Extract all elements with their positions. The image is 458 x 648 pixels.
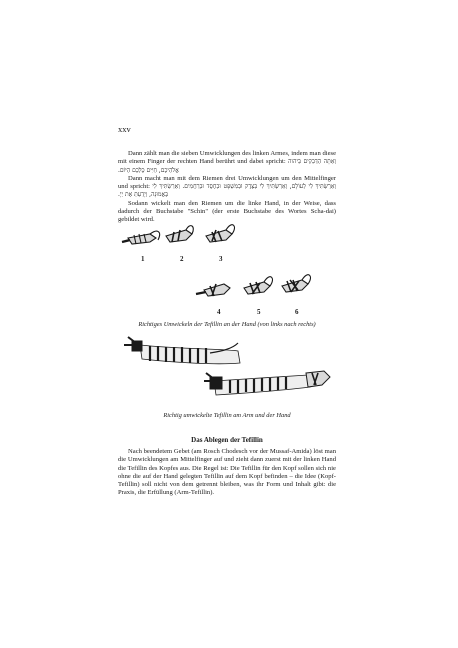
section-heading: Das Ablegen der Tefillin: [191, 436, 263, 444]
hand-3-icon: [206, 225, 234, 242]
hand-number-5: 5: [257, 308, 261, 316]
hand-4-icon: [196, 284, 230, 296]
hand-6-icon: [282, 275, 310, 292]
caption-hand-wrapping: Richtiges Umwickeln der Tefillin an der Hand (von links nach rechts): [138, 321, 316, 328]
paragraph-removal: Nach beendetem Gebet (am Rosch Chodesch vor der Mussaf-Amida) löst man die Umwicklungen am Mittelfinger auf und zieht dann zuerst mit der linken Hand die Tefillin des Kopfes aus. Die Regel ist: Die Tefillin für den Kopf sollen sich nie ohne die auf der Hand gelegten Tefillin auf dem Kopf befinden – die Idee (Kopf-Tefillin) soll nicht von dem getrennt bleiben, was ihr Form und Inhalt gibt: die Praxis, die Erfüllung (Arm-Tefillin).: [118, 448, 336, 497]
paragraph-middle-finger: Dann macht man mit dem Riemen drei Umwicklungen um den Mittelfinger und spricht: וְאֵרַשְׂתִּיךְ לִי לְעוֹלָם, וְאֵרַשְׂתִּיךְ לִי בְּצֶדֶק וּבְמִשְׁפָּט וּבְחֶסֶד וּבְרַחֲמִים. וְאֵרַשְׂתִּיךְ לִי בֶּאֱמוּנָה, וְיָדַעַתְּ אֶת יְיָ.: [118, 174, 336, 199]
paragraph-seven-wraps: Dann zählt man die sieben Umwicklungen des linken Armes, indem man diese mit einem Finger der rechten Hand berührt und dabei spricht: וְאַתָּה הַדְּבֵקִים בַּיהוה אֱלֹהֵיכֶם, חַיִּים כֻּלְּכֶם הַיּוֹם.: [118, 150, 336, 174]
hand-5-icon: [244, 277, 272, 294]
arm-tefillin-illustration: [118, 333, 338, 413]
hebrew-verse-2: וְאֵרַשְׂתִּיךְ לִי לְעוֹלָם, וְאֵרַשְׂתִּיךְ לִי בְּצֶדֶק וּבְמִשְׁפָּט וּבְחֶסֶד וּבְרַחֲמִים. וְאֵרַשְׂתִּיךְ לִי בֶּאֱמוּנָה, וְיָדַעַתְּ אֶת יְיָ.: [118, 183, 336, 199]
hand-number-3: 3: [219, 255, 223, 263]
page-number: xxv: [118, 124, 131, 134]
caption-arm-tefillin: Richtig umwickelte Tefillin am Arm und der Hand: [163, 412, 291, 419]
paragraph-schin: Sodann wickelt man den Riemen um die linke Hand, in der Weise, dass dadurch der Buchstabe "Schin" (der erste Buchstabe des Wortes Scha-dai) gebildet wird.: [118, 199, 336, 224]
hand-number-6: 6: [295, 308, 299, 316]
hand-wrapping-illustration: [118, 218, 338, 318]
hand-2-icon: [166, 226, 193, 242]
hand-number-2: 2: [180, 255, 184, 263]
instruction-text: [118, 150, 336, 225]
hand-number-4: 4: [217, 308, 221, 316]
arm-lower-icon: [204, 371, 330, 395]
hebrew-verse-1: וְאַתָּה הַדְּבֵקִים בַּיהוה אֱלֹהֵיכֶם, חַיִּים כֻּלְּכֶם הַיּוֹם.: [118, 158, 336, 174]
hand-number-1: 1: [141, 255, 145, 263]
section-body: [118, 448, 336, 498]
hand-1-icon: [122, 231, 160, 244]
arm-upper-icon: [124, 337, 240, 364]
